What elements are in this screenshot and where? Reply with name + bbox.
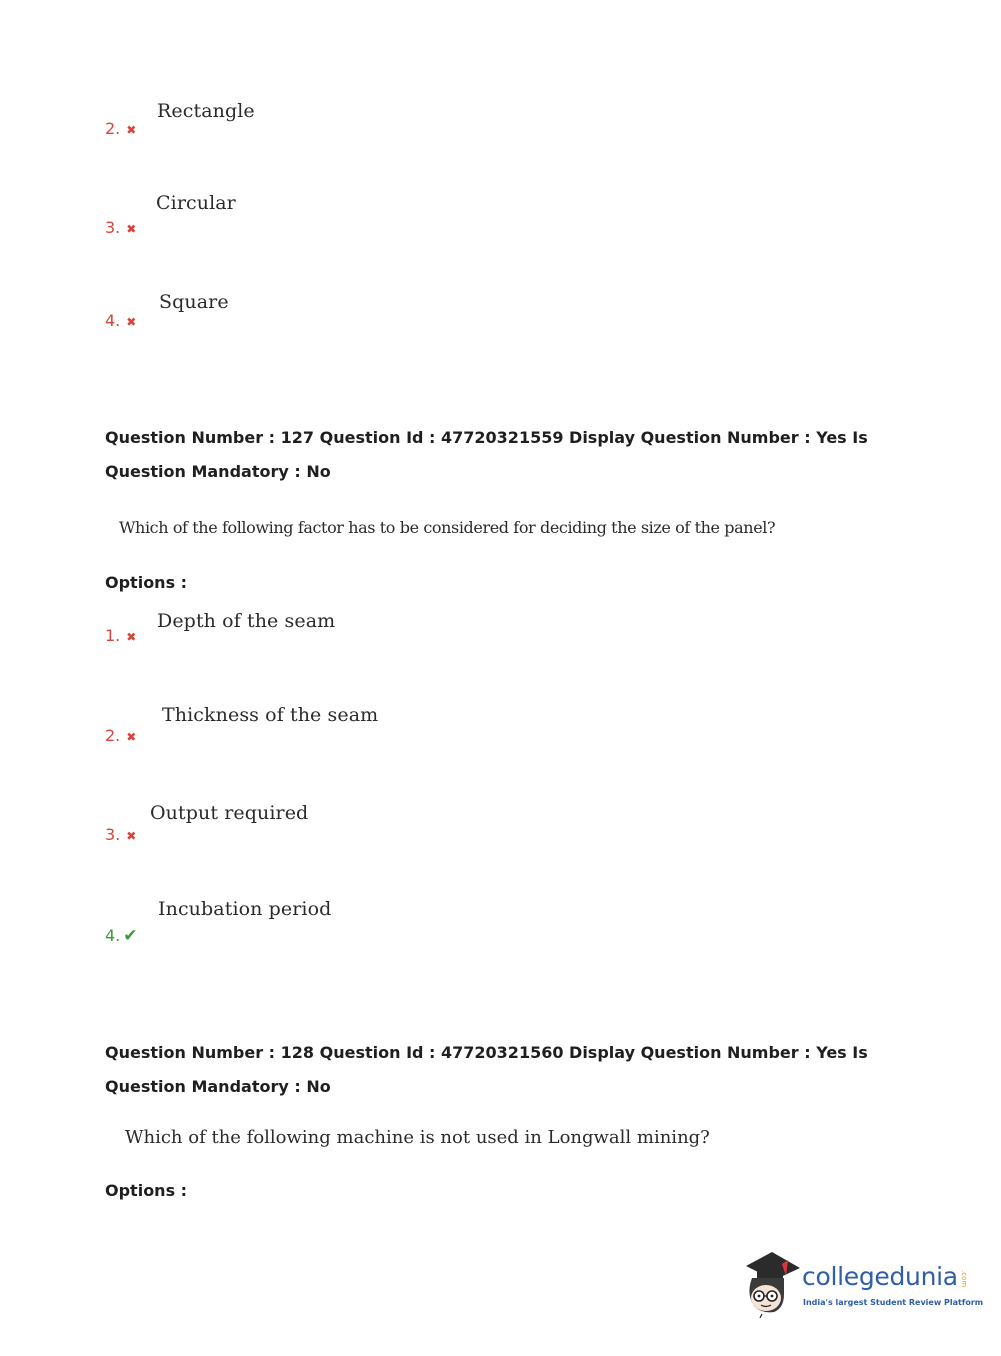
option-text: Output required bbox=[150, 802, 309, 824]
options-label: Options : bbox=[105, 1181, 188, 1200]
option-number-label: 2. bbox=[105, 726, 121, 745]
question-text: Which of the following factor has to be considered for deciding the size of the panel? bbox=[119, 518, 776, 537]
cross-icon: ✖ bbox=[126, 315, 137, 329]
option-text: Incubation period bbox=[158, 898, 332, 920]
cross-icon: ✖ bbox=[126, 730, 137, 744]
question-text: Which of the following machine is not used in Longwall mining? bbox=[125, 1127, 710, 1148]
logo-suffix: .com bbox=[960, 1270, 968, 1288]
option-number bbox=[105, 726, 136, 745]
option-number bbox=[105, 626, 136, 645]
option-number-label: 3. bbox=[105, 218, 121, 237]
collegedunia-logo[interactable] bbox=[738, 1248, 984, 1320]
logo-tagline: India's largest Student Review Platform bbox=[803, 1298, 984, 1307]
cross-icon: ✖ bbox=[126, 123, 137, 137]
logo-wordmark: collegedunia bbox=[802, 1262, 958, 1291]
option-number bbox=[105, 119, 136, 138]
cross-icon: ✖ bbox=[126, 222, 137, 236]
option-number bbox=[105, 825, 136, 844]
option-number-label: 1. bbox=[105, 626, 121, 645]
option-text: Thickness of the seam bbox=[162, 704, 379, 726]
option-text: Circular bbox=[156, 192, 236, 214]
option-text: Rectangle bbox=[157, 100, 255, 122]
options-label: Options : bbox=[105, 573, 188, 592]
cross-icon: ✖ bbox=[126, 630, 137, 644]
cross-icon: ✖ bbox=[126, 829, 137, 843]
option-text: Depth of the seam bbox=[157, 610, 336, 632]
option-number bbox=[105, 218, 136, 237]
check-icon: ✔ bbox=[123, 926, 138, 946]
mascot-icon bbox=[738, 1248, 802, 1320]
option-number bbox=[105, 311, 136, 330]
option-number bbox=[105, 926, 138, 946]
question-header: Question Number : 128 Question Id : 47720321560 Display Question Number : Yes Is Question Mandatory : No bbox=[105, 1043, 868, 1096]
option-number-label: 4. bbox=[105, 926, 121, 945]
option-number-label: 4. bbox=[105, 311, 121, 330]
option-text: Square bbox=[159, 291, 229, 313]
question-header: Question Number : 127 Question Id : 47720321559 Display Question Number : Yes Is Question Mandatory : No bbox=[105, 428, 868, 481]
option-number-label: 2. bbox=[105, 119, 121, 138]
option-number-label: 3. bbox=[105, 825, 121, 844]
